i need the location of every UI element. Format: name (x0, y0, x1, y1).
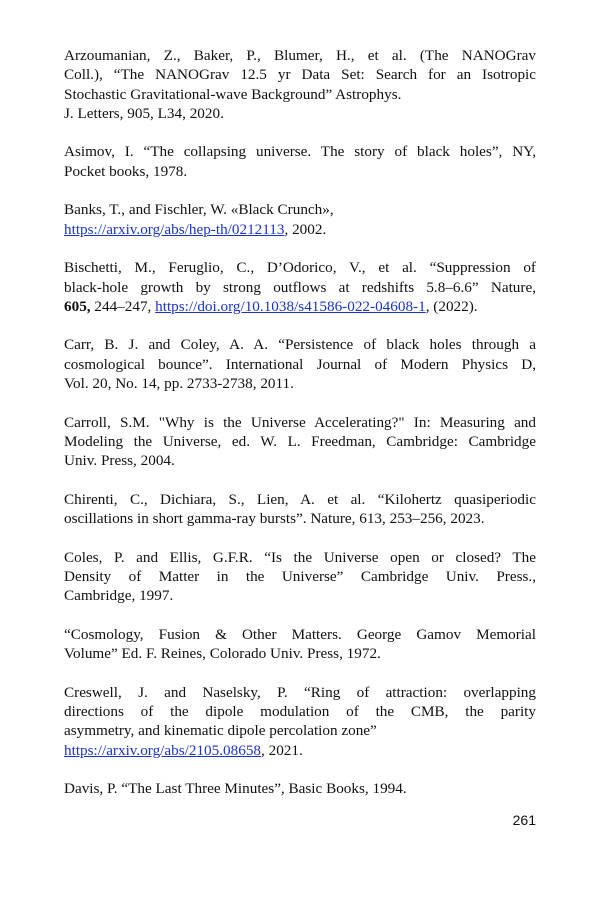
reference-pages: 244–247, (90, 297, 156, 315)
reference-link-banks[interactable]: https://arxiv.org/abs/hep-th/0212113 (64, 220, 285, 238)
reference-entry-banks (64, 200, 536, 239)
reference-line: Bischetti, M., Feruglio, C., D’Odorico, V., et al. “Suppression of (64, 259, 536, 277)
reference-link-bischetti[interactable]: https://doi.org/10.1038/s41586-022-04608-1 (155, 297, 426, 315)
reference-line: “Cosmology, Fusion & Other Matters. George Gamov Memorial (64, 625, 536, 643)
reference-line: Davis, P. “The Last Three Minutes”, Basic Books, 1994. (64, 780, 407, 798)
reference-entry-arzoumanian (64, 46, 536, 123)
reference-line: J. Letters, 905, L34, 2020. (64, 104, 224, 122)
reference-line: Coles, P. and Ellis, G.F.R. “Is the Universe open or closed? The (64, 548, 536, 566)
reference-line: Modeling the Universe, ed. W. L. Freedman, Cambridge: Cambridge (64, 432, 536, 450)
reference-line: Banks, T., and Fischler, W. «Black Crunch», (64, 201, 334, 219)
reference-entry-asimov (64, 142, 536, 181)
reference-link-creswell[interactable]: https://arxiv.org/abs/2105.08658 (64, 741, 262, 759)
reference-year: , 2002. (284, 220, 327, 238)
reference-entry-creswell (64, 683, 536, 760)
reference-line: cosmological bounce”. International Journal of Modern Physics D, (64, 355, 536, 373)
reference-entry-carr (64, 335, 536, 393)
reference-entry-carroll (64, 413, 536, 471)
reference-line: Arzoumanian, Z., Baker, P., Blumer, H., et al. (The NANOGrav (64, 47, 536, 64)
reference-volume: 605, (64, 297, 91, 315)
reference-entry-chirenti (64, 490, 536, 529)
reference-line: Univ. Press, 2004. (64, 452, 175, 470)
reference-line: Pocket books, 1978. (64, 162, 188, 180)
reference-line (64, 220, 536, 239)
reference-list (64, 46, 536, 818)
reference-line: Density of Matter in the Universe” Cambridge Univ. Press., (64, 568, 536, 586)
reference-line: oscillations in short gamma-ray bursts”. Nature, 613, 253–256, 2023. (64, 510, 485, 528)
reference-line: asymmetry, and kinematic dipole percolation zone” (64, 722, 377, 740)
reference-line (64, 297, 536, 316)
reference-line: Carr, B. J. and Coley, A. A. “Persistence of black holes through a (64, 336, 536, 354)
reference-entry-bischetti (64, 258, 536, 316)
reference-line: Asimov, I. “The collapsing universe. The story of black holes”, NY, (64, 143, 536, 161)
reference-line: Coll.), “The NANOGrav 12.5 yr Data Set: Search for an Isotropic (64, 66, 536, 84)
reference-line: Vol. 20, No. 14, pp. 2733-2738, 2011. (64, 375, 294, 393)
reference-line: Stochastic Gravitational-wave Background” Astrophys. (64, 85, 402, 103)
reference-year: , (2022). (425, 297, 478, 315)
reference-line (64, 741, 536, 760)
reference-entry-coles (64, 548, 536, 606)
reference-line: directions of the dipole modulation of the CMB, the parity (64, 703, 536, 721)
page-number: 261 (512, 812, 536, 828)
reference-year: , 2021. (261, 741, 303, 759)
reference-entry-cosmology-fusion (64, 625, 536, 664)
reference-line: Carroll, S.M. "Why is the Universe Accelerating?" In: Measuring and (64, 413, 536, 431)
reference-entry-davis (64, 779, 536, 798)
reference-line: Volume” Ed. F. Reines, Colorado Univ. Press, 1972. (64, 645, 381, 663)
reference-line: Chirenti, C., Dichiara, S., Lien, A. et al. “Kilohertz quasiperiodic (64, 490, 536, 508)
reference-line: Creswell, J. and Naselsky, P. “Ring of attraction: overlapping (64, 683, 536, 701)
reference-line: black-hole growth by strong outflows at redshifts 5.8–6.6” Nature, (64, 278, 536, 296)
reference-line: Cambridge, 1997. (64, 587, 174, 605)
